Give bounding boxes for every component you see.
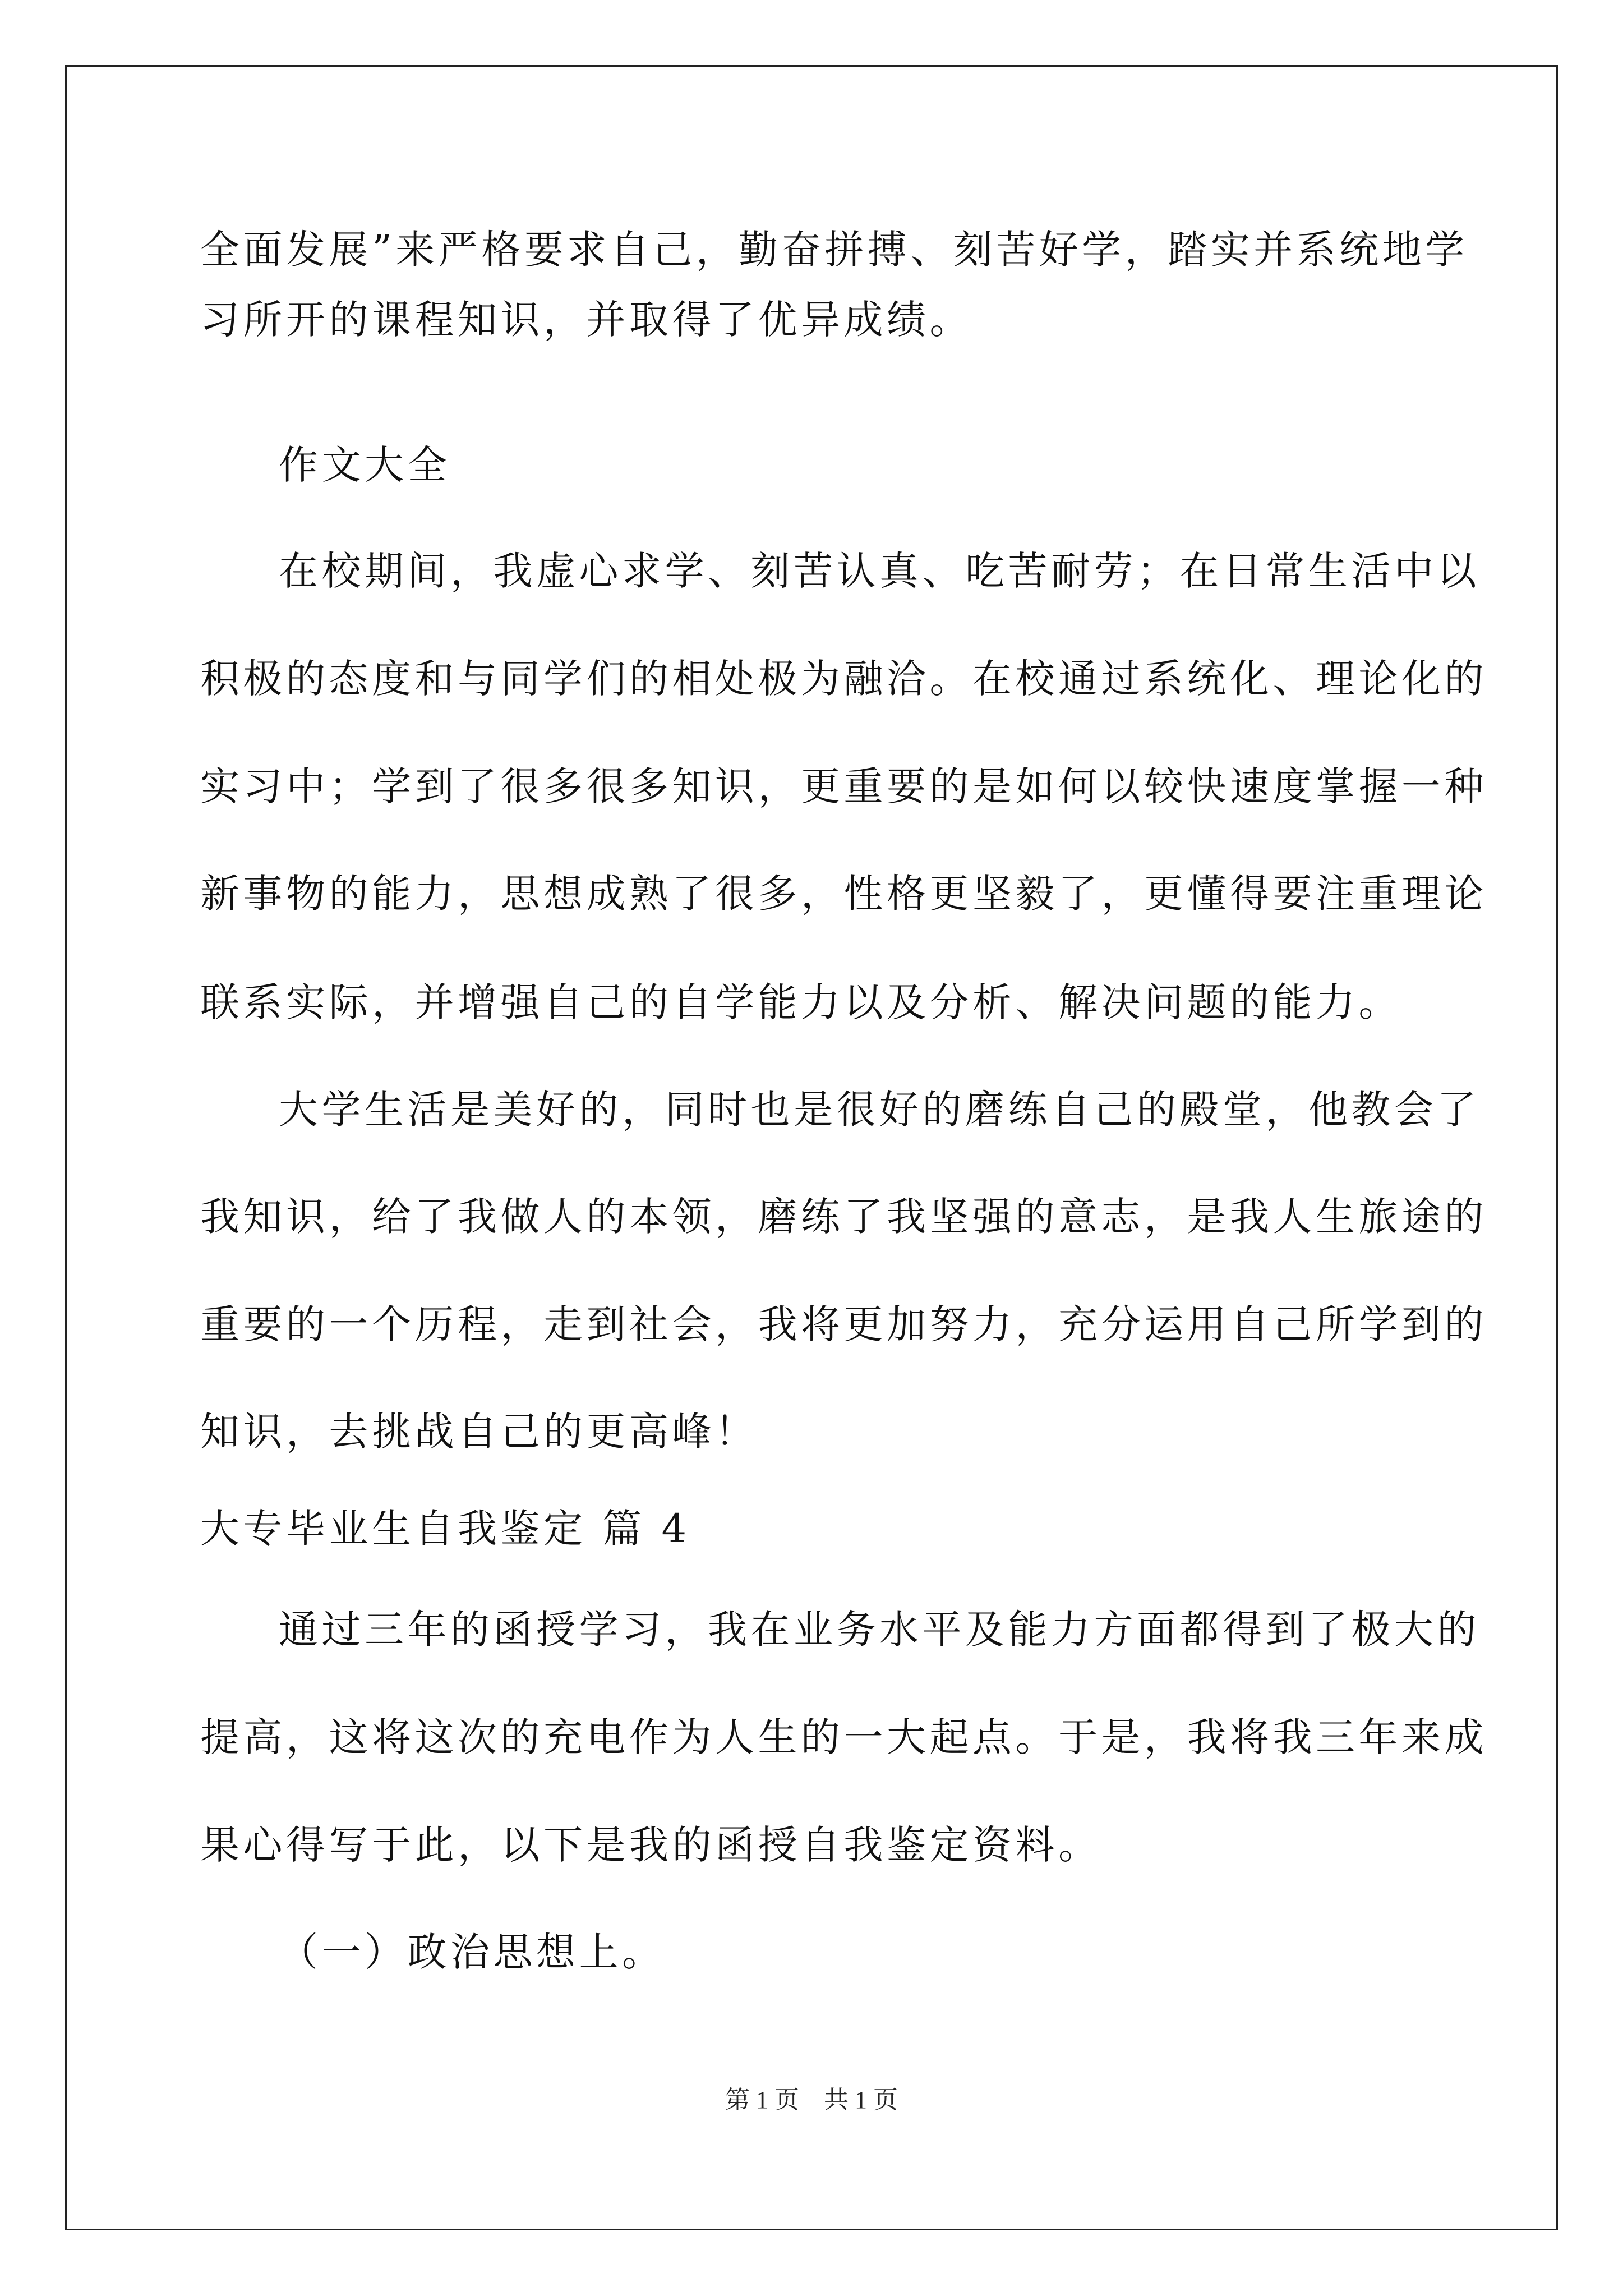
paragraph-line: 实习中；学到了很多很多知识，更重要的是如何以较快速度掌握一种 (200, 763, 1487, 809)
paragraph-line: 知识，去挑战自己的更高峰！ (200, 1409, 758, 1455)
paragraph-line: 新事物的能力，思想成熟了很多，性格更坚毅了，更懂得要注重理论 (200, 871, 1487, 917)
page-border (65, 65, 1558, 2230)
paragraph-line: 大学生活是美好的，同时也是很好的磨练自己的殿堂，他教会了 (279, 1087, 1480, 1133)
section-heading: 大专毕业生自我鉴定 篇 4 (200, 1506, 690, 1552)
paragraph-line: 全面发展”来严格要求自己，勤奋拼搏、刻苦好学，踏实并系统地学 (200, 227, 1468, 273)
paragraph-line: 重要的一个历程，走到社会，我将更加努力，充分运用自己所学到的 (200, 1301, 1487, 1347)
paragraph-line: 通过三年的函授学习，我在业务水平及能力方面都得到了极大的 (279, 1607, 1480, 1653)
paragraph-line: 作文大全 (279, 442, 450, 488)
paragraph-line: 提高，这将这次的充电作为人生的一大起点。于是，我将我三年来成 (200, 1714, 1487, 1760)
page-number-footer: 第 1 页 共 1 页 (725, 2086, 898, 2114)
paragraph-line: 在校期间，我虚心求学、刻苦认真、吃苦耐劳；在日常生活中以 (279, 548, 1480, 594)
paragraph-line: 果心得写于此，以下是我的函授自我鉴定资料。 (200, 1822, 1101, 1868)
paragraph-line: 积极的态度和与同学们的相处极为融洽。在校通过系统化、理论化的 (200, 656, 1487, 702)
paragraph-line: 我知识，给了我做人的本领，磨练了我坚强的意志，是我人生旅途的 (200, 1194, 1487, 1240)
paragraph-line: （一）政治思想上。 (279, 1929, 665, 1975)
paragraph-line: 联系实际，并增强自己的自学能力以及分析、解决问题的能力。 (200, 979, 1401, 1025)
paragraph-line: 习所开的课程知识，并取得了优异成绩。 (200, 297, 972, 343)
